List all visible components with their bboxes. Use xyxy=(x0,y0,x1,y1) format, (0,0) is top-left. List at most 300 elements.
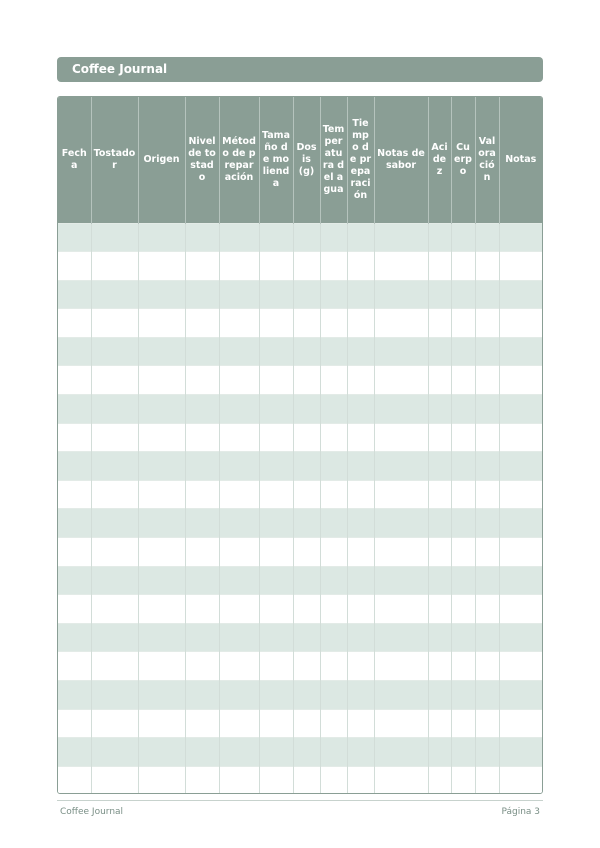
table-cell[interactable] xyxy=(347,452,374,481)
table-cell[interactable] xyxy=(320,480,347,509)
table-cell[interactable] xyxy=(320,681,347,710)
table-cell[interactable] xyxy=(499,623,542,652)
table-cell[interactable] xyxy=(219,252,259,281)
table-cell[interactable] xyxy=(428,337,451,366)
table-cell[interactable] xyxy=(374,766,428,794)
column-header: Notas xyxy=(499,97,542,223)
table-cell[interactable] xyxy=(451,709,475,738)
table-cell[interactable] xyxy=(219,337,259,366)
table-cell[interactable] xyxy=(219,309,259,338)
table-cell[interactable] xyxy=(58,509,91,538)
table-cell[interactable] xyxy=(374,566,428,595)
table-cell[interactable] xyxy=(259,309,293,338)
table-cell[interactable] xyxy=(58,395,91,424)
table-cell[interactable] xyxy=(185,595,219,624)
table-cell[interactable] xyxy=(91,337,138,366)
table-row xyxy=(58,395,542,424)
table-cell[interactable] xyxy=(219,709,259,738)
table-cell[interactable] xyxy=(428,766,451,794)
table-cell[interactable] xyxy=(320,738,347,767)
table-cell[interactable] xyxy=(374,595,428,624)
table-cell[interactable] xyxy=(374,252,428,281)
table-cell[interactable] xyxy=(259,395,293,424)
table-cell[interactable] xyxy=(185,652,219,681)
table-cell[interactable] xyxy=(428,652,451,681)
table-cell[interactable] xyxy=(219,280,259,309)
table-cell[interactable] xyxy=(91,509,138,538)
table-cell[interactable] xyxy=(347,509,374,538)
table-cell[interactable] xyxy=(219,223,259,252)
table-cell[interactable] xyxy=(91,423,138,452)
table-cell[interactable] xyxy=(475,337,499,366)
table-cell[interactable] xyxy=(259,652,293,681)
table-cell[interactable] xyxy=(499,652,542,681)
table-cell[interactable] xyxy=(259,252,293,281)
table-cell[interactable] xyxy=(219,566,259,595)
table-cell[interactable] xyxy=(499,738,542,767)
table-cell[interactable] xyxy=(451,766,475,794)
table-row xyxy=(58,366,542,395)
table-cell[interactable] xyxy=(259,623,293,652)
table-cell[interactable] xyxy=(138,509,185,538)
table-cell[interactable] xyxy=(347,309,374,338)
table-cell[interactable] xyxy=(374,709,428,738)
table-cell[interactable] xyxy=(475,423,499,452)
table-cell[interactable] xyxy=(293,480,320,509)
table-cell[interactable] xyxy=(499,480,542,509)
table-cell[interactable] xyxy=(58,366,91,395)
table-cell[interactable] xyxy=(138,223,185,252)
table-cell[interactable] xyxy=(259,738,293,767)
table-cell[interactable] xyxy=(91,280,138,309)
table-cell[interactable] xyxy=(91,480,138,509)
table-cell[interactable] xyxy=(91,252,138,281)
table-cell[interactable] xyxy=(374,738,428,767)
table-cell[interactable] xyxy=(58,681,91,710)
table-cell[interactable] xyxy=(374,480,428,509)
table-cell[interactable] xyxy=(499,566,542,595)
table-cell[interactable] xyxy=(58,423,91,452)
table-cell[interactable] xyxy=(185,280,219,309)
table-cell[interactable] xyxy=(428,595,451,624)
table-cell[interactable] xyxy=(259,509,293,538)
table-cell[interactable] xyxy=(320,509,347,538)
table-cell[interactable] xyxy=(428,709,451,738)
table-cell[interactable] xyxy=(347,652,374,681)
table-cell[interactable] xyxy=(58,595,91,624)
table-cell[interactable] xyxy=(374,395,428,424)
table-cell[interactable] xyxy=(428,280,451,309)
table-cell[interactable] xyxy=(185,309,219,338)
table-cell[interactable] xyxy=(475,738,499,767)
table-cell[interactable] xyxy=(185,223,219,252)
table-cell[interactable] xyxy=(185,538,219,567)
table-cell[interactable] xyxy=(91,681,138,710)
table-cell[interactable] xyxy=(347,681,374,710)
table-cell[interactable] xyxy=(219,395,259,424)
table-cell[interactable] xyxy=(185,423,219,452)
table-cell[interactable] xyxy=(347,337,374,366)
table-cell[interactable] xyxy=(451,452,475,481)
table-row xyxy=(58,309,542,338)
table-cell[interactable] xyxy=(185,337,219,366)
table-cell[interactable] xyxy=(185,709,219,738)
table-cell[interactable] xyxy=(58,337,91,366)
table-row xyxy=(58,452,542,481)
table-cell[interactable] xyxy=(451,595,475,624)
table-cell[interactable] xyxy=(91,595,138,624)
table-cell[interactable] xyxy=(185,395,219,424)
table-cell[interactable] xyxy=(451,566,475,595)
table-cell[interactable] xyxy=(320,452,347,481)
table-cell[interactable] xyxy=(91,538,138,567)
table-cell[interactable] xyxy=(347,738,374,767)
table-cell[interactable] xyxy=(428,309,451,338)
table-cell[interactable] xyxy=(374,538,428,567)
footer-divider xyxy=(57,800,543,801)
table-cell[interactable] xyxy=(451,652,475,681)
table-cell[interactable] xyxy=(374,623,428,652)
table-cell[interactable] xyxy=(499,280,542,309)
table-cell[interactable] xyxy=(347,252,374,281)
table-cell[interactable] xyxy=(475,452,499,481)
table-cell[interactable] xyxy=(293,337,320,366)
table-cell[interactable] xyxy=(293,395,320,424)
table-cell[interactable] xyxy=(374,366,428,395)
column-header: Origen xyxy=(138,97,185,223)
table-cell[interactable] xyxy=(374,681,428,710)
table-cell[interactable] xyxy=(293,280,320,309)
table-cell[interactable] xyxy=(475,309,499,338)
table-cell[interactable] xyxy=(428,738,451,767)
table-cell[interactable] xyxy=(475,509,499,538)
table-cell[interactable] xyxy=(347,280,374,309)
table-cell[interactable] xyxy=(451,423,475,452)
table-cell[interactable] xyxy=(259,595,293,624)
table-cell[interactable] xyxy=(320,252,347,281)
table-cell[interactable] xyxy=(451,480,475,509)
table-cell[interactable] xyxy=(451,738,475,767)
table-cell[interactable] xyxy=(320,366,347,395)
table-cell[interactable] xyxy=(219,595,259,624)
table-cell[interactable] xyxy=(219,509,259,538)
table-cell[interactable] xyxy=(293,766,320,794)
table-cell[interactable] xyxy=(451,395,475,424)
table-cell[interactable] xyxy=(475,681,499,710)
table-cell[interactable] xyxy=(347,566,374,595)
table-cell[interactable] xyxy=(293,652,320,681)
table-cell[interactable] xyxy=(58,309,91,338)
table-cell[interactable] xyxy=(451,309,475,338)
table-cell[interactable] xyxy=(138,280,185,309)
table-cell[interactable] xyxy=(347,709,374,738)
table-cell[interactable] xyxy=(138,738,185,767)
table-cell[interactable] xyxy=(259,223,293,252)
table-body xyxy=(58,223,542,794)
table-cell[interactable] xyxy=(320,595,347,624)
table-cell[interactable] xyxy=(185,252,219,281)
table-cell[interactable] xyxy=(91,395,138,424)
table-cell[interactable] xyxy=(185,738,219,767)
table-cell[interactable] xyxy=(138,681,185,710)
table-cell[interactable] xyxy=(58,566,91,595)
table-cell[interactable] xyxy=(293,223,320,252)
table-cell[interactable] xyxy=(293,423,320,452)
table-cell[interactable] xyxy=(347,766,374,794)
table-cell[interactable] xyxy=(138,623,185,652)
table-cell[interactable] xyxy=(138,566,185,595)
table-cell[interactable] xyxy=(58,766,91,794)
table-cell[interactable] xyxy=(138,337,185,366)
table-cell[interactable] xyxy=(259,452,293,481)
table-cell[interactable] xyxy=(138,766,185,794)
table-cell[interactable] xyxy=(320,280,347,309)
table-cell[interactable] xyxy=(499,223,542,252)
table-cell[interactable] xyxy=(428,366,451,395)
table-cell[interactable] xyxy=(475,223,499,252)
table-cell[interactable] xyxy=(475,595,499,624)
table-cell[interactable] xyxy=(185,623,219,652)
table-cell[interactable] xyxy=(58,738,91,767)
table-row xyxy=(58,480,542,509)
table-cell[interactable] xyxy=(219,681,259,710)
table-cell[interactable] xyxy=(428,681,451,710)
table-cell[interactable] xyxy=(475,538,499,567)
table-cell[interactable] xyxy=(259,709,293,738)
table-cell[interactable] xyxy=(185,566,219,595)
table-cell[interactable] xyxy=(320,766,347,794)
table-cell[interactable] xyxy=(58,223,91,252)
table-cell[interactable] xyxy=(259,681,293,710)
table-cell[interactable] xyxy=(58,652,91,681)
table-cell[interactable] xyxy=(219,623,259,652)
table-cell[interactable] xyxy=(58,452,91,481)
table-cell[interactable] xyxy=(451,337,475,366)
table-cell[interactable] xyxy=(91,766,138,794)
table-cell[interactable] xyxy=(475,280,499,309)
table-cell[interactable] xyxy=(347,595,374,624)
table-cell[interactable] xyxy=(259,280,293,309)
table-row xyxy=(58,252,542,281)
table-cell[interactable] xyxy=(91,652,138,681)
table-cell[interactable] xyxy=(58,280,91,309)
table-cell[interactable] xyxy=(219,538,259,567)
table-cell[interactable] xyxy=(138,423,185,452)
table-cell[interactable] xyxy=(475,652,499,681)
table-cell[interactable] xyxy=(347,395,374,424)
table-cell[interactable] xyxy=(320,566,347,595)
table-cell[interactable] xyxy=(293,309,320,338)
table-cell[interactable] xyxy=(91,709,138,738)
table-cell[interactable] xyxy=(451,366,475,395)
column-header: Acidez xyxy=(428,97,451,223)
table-cell[interactable] xyxy=(259,538,293,567)
table-cell[interactable] xyxy=(347,366,374,395)
table-cell[interactable] xyxy=(499,395,542,424)
table-cell[interactable] xyxy=(428,480,451,509)
table-cell[interactable] xyxy=(499,452,542,481)
table-cell[interactable] xyxy=(138,480,185,509)
column-header: Nivel de tostado xyxy=(185,97,219,223)
table-cell[interactable] xyxy=(499,366,542,395)
table-cell[interactable] xyxy=(219,423,259,452)
table-cell[interactable] xyxy=(347,538,374,567)
table-cell[interactable] xyxy=(91,366,138,395)
table-cell[interactable] xyxy=(58,709,91,738)
table-cell[interactable] xyxy=(185,452,219,481)
table-cell[interactable] xyxy=(451,223,475,252)
table-cell[interactable] xyxy=(428,395,451,424)
table-cell[interactable] xyxy=(499,709,542,738)
table-cell[interactable] xyxy=(293,366,320,395)
table-cell[interactable] xyxy=(293,509,320,538)
table-cell[interactable] xyxy=(138,595,185,624)
table-cell[interactable] xyxy=(347,480,374,509)
table-cell[interactable] xyxy=(293,452,320,481)
table-row xyxy=(58,652,542,681)
table-cell[interactable] xyxy=(219,766,259,794)
table-cell[interactable] xyxy=(428,223,451,252)
table-cell[interactable] xyxy=(451,280,475,309)
table-cell[interactable] xyxy=(293,623,320,652)
table-cell[interactable] xyxy=(374,452,428,481)
table-cell[interactable] xyxy=(138,709,185,738)
table-cell[interactable] xyxy=(91,309,138,338)
table-cell[interactable] xyxy=(374,280,428,309)
table-cell[interactable] xyxy=(293,681,320,710)
table-cell[interactable] xyxy=(293,566,320,595)
table-cell[interactable] xyxy=(138,652,185,681)
table-cell[interactable] xyxy=(185,766,219,794)
table-cell[interactable] xyxy=(428,623,451,652)
table-cell[interactable] xyxy=(320,223,347,252)
table-cell[interactable] xyxy=(428,538,451,567)
table-cell[interactable] xyxy=(320,538,347,567)
table-cell[interactable] xyxy=(91,623,138,652)
table-cell[interactable] xyxy=(293,252,320,281)
table-cell[interactable] xyxy=(185,509,219,538)
table-cell[interactable] xyxy=(320,395,347,424)
table-cell[interactable] xyxy=(185,366,219,395)
table-cell[interactable] xyxy=(219,480,259,509)
table-cell[interactable] xyxy=(91,566,138,595)
table-cell[interactable] xyxy=(499,595,542,624)
table-cell[interactable] xyxy=(320,709,347,738)
table-cell[interactable] xyxy=(58,252,91,281)
table-cell[interactable] xyxy=(499,337,542,366)
table-cell[interactable] xyxy=(451,623,475,652)
table-cell[interactable] xyxy=(259,480,293,509)
table-cell[interactable] xyxy=(374,337,428,366)
table-cell[interactable] xyxy=(428,566,451,595)
table-cell[interactable] xyxy=(428,509,451,538)
table-cell[interactable] xyxy=(499,423,542,452)
table-cell[interactable] xyxy=(374,652,428,681)
table-cell[interactable] xyxy=(219,366,259,395)
table-row xyxy=(58,623,542,652)
table-cell[interactable] xyxy=(320,309,347,338)
table-cell[interactable] xyxy=(185,681,219,710)
table-cell[interactable] xyxy=(499,509,542,538)
table-cell[interactable] xyxy=(499,538,542,567)
table-cell[interactable] xyxy=(475,566,499,595)
table-cell[interactable] xyxy=(293,595,320,624)
table-cell[interactable] xyxy=(219,738,259,767)
table-cell[interactable] xyxy=(293,738,320,767)
table-cell[interactable] xyxy=(428,423,451,452)
table-cell[interactable] xyxy=(499,681,542,710)
table-cell[interactable] xyxy=(320,623,347,652)
table-cell[interactable] xyxy=(475,709,499,738)
table-cell[interactable] xyxy=(475,623,499,652)
column-header: Dosis (g) xyxy=(293,97,320,223)
table-cell[interactable] xyxy=(293,709,320,738)
table-cell[interactable] xyxy=(138,252,185,281)
table-cell[interactable] xyxy=(138,309,185,338)
table-cell[interactable] xyxy=(138,395,185,424)
table-cell[interactable] xyxy=(58,538,91,567)
column-header: Método de preparación xyxy=(219,97,259,223)
table-cell[interactable] xyxy=(451,509,475,538)
table-cell[interactable] xyxy=(475,766,499,794)
table-cell[interactable] xyxy=(374,509,428,538)
table-cell[interactable] xyxy=(320,337,347,366)
table-cell[interactable] xyxy=(499,766,542,794)
table-cell[interactable] xyxy=(374,309,428,338)
table-cell[interactable] xyxy=(259,337,293,366)
table-cell[interactable] xyxy=(475,366,499,395)
table-cell[interactable] xyxy=(91,452,138,481)
table-cell[interactable] xyxy=(451,538,475,567)
table-cell[interactable] xyxy=(259,566,293,595)
table-cell[interactable] xyxy=(138,366,185,395)
table-cell[interactable] xyxy=(138,452,185,481)
table-cell[interactable] xyxy=(428,252,451,281)
table-cell[interactable] xyxy=(259,423,293,452)
table-cell[interactable] xyxy=(58,480,91,509)
table-cell[interactable] xyxy=(320,423,347,452)
table-cell[interactable] xyxy=(499,309,542,338)
table-cell[interactable] xyxy=(499,252,542,281)
table-cell[interactable] xyxy=(259,366,293,395)
column-header: Notas de sabor xyxy=(374,97,428,223)
table-row xyxy=(58,681,542,710)
table-cell[interactable] xyxy=(347,623,374,652)
table-cell[interactable] xyxy=(91,738,138,767)
table-cell[interactable] xyxy=(219,652,259,681)
table-cell[interactable] xyxy=(374,423,428,452)
table-cell[interactable] xyxy=(259,766,293,794)
table-cell[interactable] xyxy=(91,223,138,252)
table-cell[interactable] xyxy=(451,681,475,710)
table-cell[interactable] xyxy=(219,452,259,481)
table-cell[interactable] xyxy=(428,452,451,481)
table-cell[interactable] xyxy=(374,223,428,252)
table-cell[interactable] xyxy=(138,538,185,567)
table-cell[interactable] xyxy=(58,623,91,652)
table-cell[interactable] xyxy=(347,223,374,252)
table-cell[interactable] xyxy=(293,538,320,567)
page-number: Página 3 xyxy=(501,807,540,817)
table-cell[interactable] xyxy=(475,480,499,509)
table-row xyxy=(58,223,542,252)
table-cell[interactable] xyxy=(320,652,347,681)
table-cell[interactable] xyxy=(185,480,219,509)
table-cell[interactable] xyxy=(451,252,475,281)
table-cell[interactable] xyxy=(475,395,499,424)
table-cell[interactable] xyxy=(347,423,374,452)
table-cell[interactable] xyxy=(475,252,499,281)
